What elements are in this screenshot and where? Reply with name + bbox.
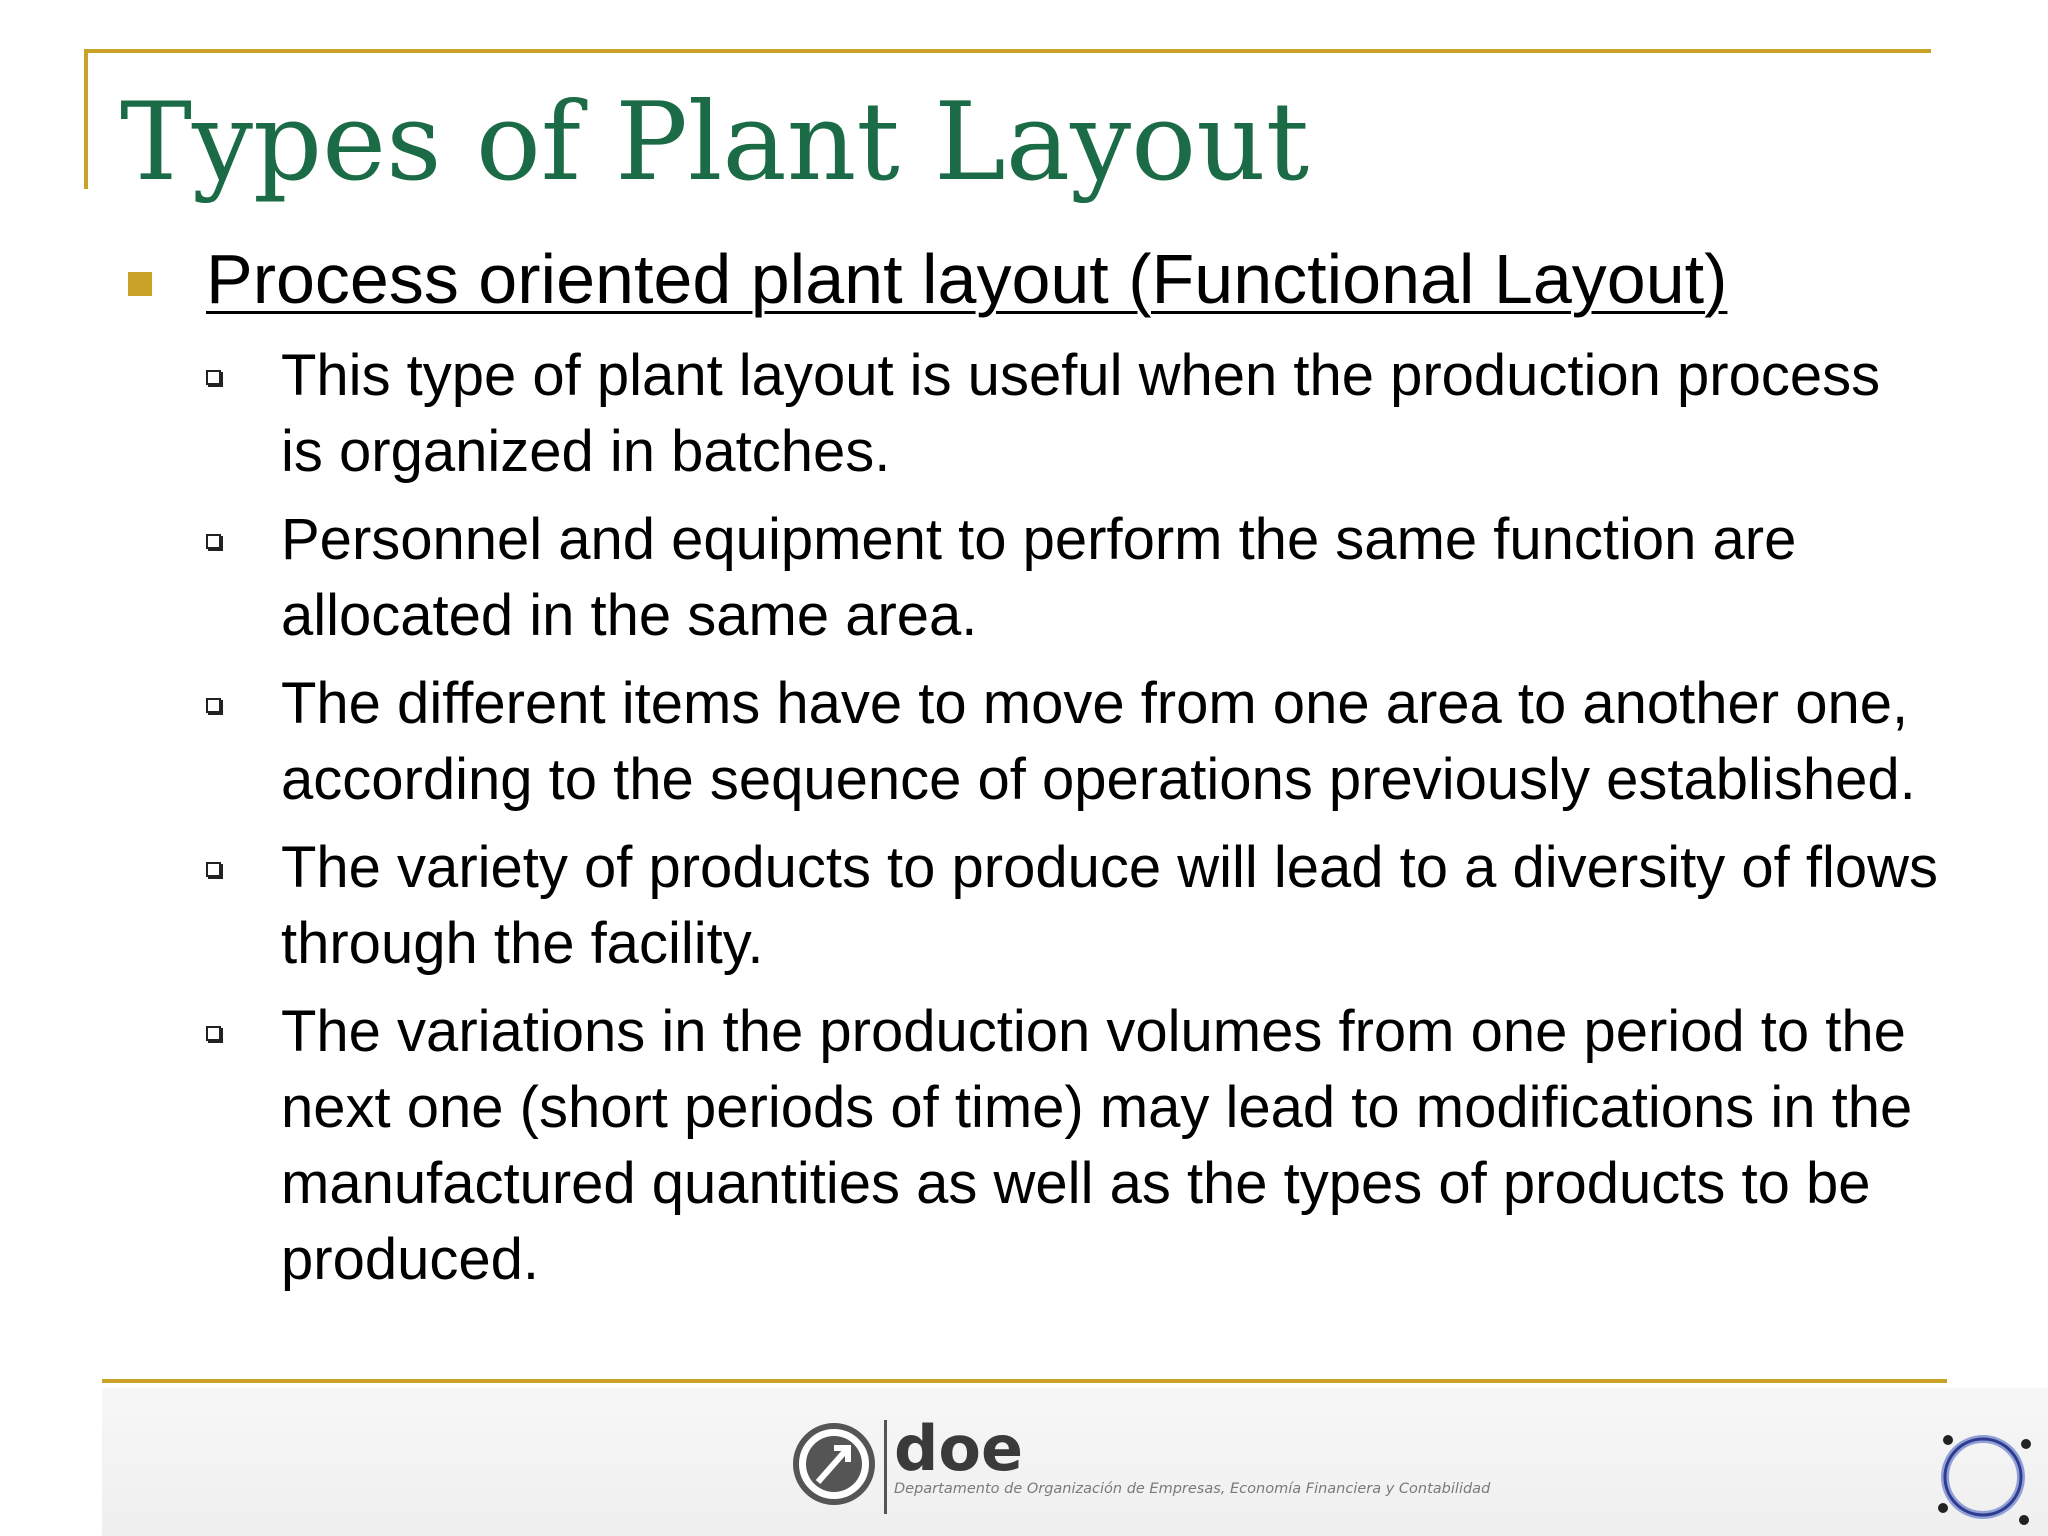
- main-bullet-text: Process oriented plant layout (Functional Layout): [206, 240, 1728, 318]
- left-divider: [84, 49, 88, 189]
- bottom-divider: [102, 1379, 1947, 1383]
- sub-bullet-item: [206, 666, 1938, 818]
- filled-square-bullet-icon: [128, 272, 152, 296]
- sub-bullet-text: This type of plant layout is useful when the production process is organized in batches.: [281, 343, 1881, 484]
- hollow-square-bullet-icon: [206, 370, 221, 385]
- main-bullet-item: [128, 232, 1938, 326]
- sub-bullet-text: Personnel and equipment to perform the same function are allocated in the same area.: [281, 507, 1797, 648]
- doe-logo-wordmark: doe: [894, 1412, 1024, 1485]
- hollow-square-bullet-icon: [206, 534, 221, 549]
- top-divider: [84, 49, 1931, 53]
- sub-bullet-text: The variety of products to produce will lead to a diversity of flows through the facility.: [281, 835, 1938, 976]
- sub-bullet-item: [206, 338, 1938, 490]
- slide-title: Types of Plant Layout: [120, 80, 1310, 205]
- sub-bullet-text: The variations in the production volumes from one period to the next one (short periods of time) may lead to modifications in the manufactured quantities as well as the types of products to be produced.: [281, 999, 1913, 1292]
- sub-bullet-item: [206, 502, 1938, 654]
- sub-bullet-item: [206, 994, 1938, 1298]
- circle-dots-logo-graphic: [1928, 1422, 2038, 1532]
- doe-logo-tagline: Departamento de Organización de Empresas, Economía Financiera y Contabilidad: [894, 1481, 1491, 1497]
- sub-bullet-text: The different items have to move from one area to another one, according to the sequence of operations previously established.: [281, 671, 1916, 812]
- hollow-square-bullet-icon: [206, 698, 221, 713]
- doe-logo-graphic: [790, 1412, 1470, 1522]
- circle-dots-logo: [1928, 1422, 2038, 1532]
- hollow-square-bullet-icon: [206, 862, 221, 877]
- sub-bullet-item: [206, 830, 1938, 982]
- sub-bullet-list: [128, 338, 1938, 1298]
- slide-content: [128, 232, 1938, 1298]
- hollow-square-bullet-icon: [206, 1026, 221, 1041]
- doe-logo: [790, 1412, 1491, 1522]
